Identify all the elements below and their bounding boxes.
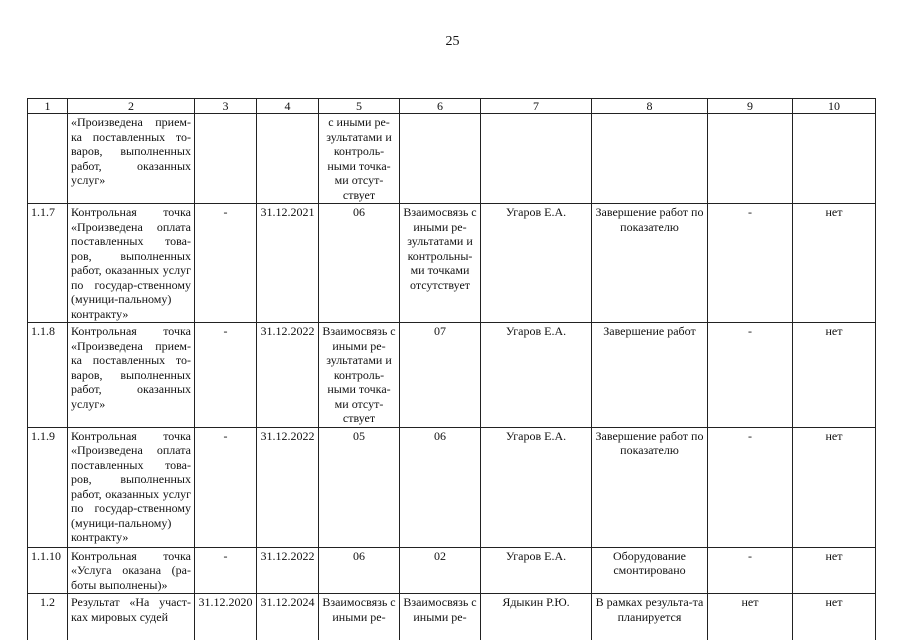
cell-col7: Угаров Е.А.	[481, 547, 592, 594]
cell-col6: Взаимосвязь с иными ре-зультатами и контрольны-ми точками отсутствует	[400, 204, 481, 323]
cell-col4: 31.12.2021	[257, 204, 319, 323]
cell-col6: 02	[400, 547, 481, 594]
cell-col4	[257, 114, 319, 204]
cell-col6: 07	[400, 323, 481, 428]
cell-col9	[708, 114, 793, 204]
row-number: 1.1.9	[28, 427, 68, 547]
cell-col6: 06	[400, 427, 481, 547]
header-cell: 3	[195, 99, 257, 114]
cell-col5: 06	[319, 547, 400, 594]
cell-col8: Завершение работ по показателю	[592, 427, 708, 547]
row-name: Контрольная точка «Произведена оплата поставленных това-ров, выполненных работ, оказанных услуг по государ-ственному (муници-пальному) контракту»	[68, 427, 195, 547]
header-cell: 4	[257, 99, 319, 114]
cell-col4: 31.12.2022	[257, 427, 319, 547]
header-cell: 7	[481, 99, 592, 114]
cell-col8: В рамках результа-та планируется	[592, 594, 708, 640]
cell-col4: 31.12.2022	[257, 323, 319, 428]
cell-col7: Угаров Е.А.	[481, 427, 592, 547]
row-name: Контрольная точка «Услуга оказана (ра-боты выполнены)»	[68, 547, 195, 594]
row-name: «Произведена прием-ка поставленных то-варов, выполненных работ, оказанных услуг»	[68, 114, 195, 204]
cell-col3	[195, 114, 257, 204]
row-number: 1.1.10	[28, 547, 68, 594]
table-row	[28, 594, 876, 640]
control-points-table-container	[27, 98, 877, 640]
row-number: 1.1.8	[28, 323, 68, 428]
page-number: 25	[445, 34, 460, 49]
table-row	[28, 323, 876, 428]
cell-col9: -	[708, 323, 793, 428]
cell-col7: Ядыкин Р.Ю.	[481, 594, 592, 640]
header-cell: 2	[68, 99, 195, 114]
cell-col5: Взаимосвязь с иными ре-	[319, 594, 400, 640]
cell-col8	[592, 114, 708, 204]
cell-col8: Завершение работ по показателю	[592, 204, 708, 323]
cell-col10: нет	[793, 427, 876, 547]
table-row	[28, 547, 876, 594]
cell-col5: 06	[319, 204, 400, 323]
row-number: 1.2	[28, 594, 68, 640]
cell-col4: 31.12.2024	[257, 594, 319, 640]
row-name: Контрольная точка «Произведена прием-ка поставленных то-варов, выполненных работ, оказанных услуг»	[68, 323, 195, 428]
header-cell: 10	[793, 99, 876, 114]
cell-col10: нет	[793, 594, 876, 640]
cell-col9: -	[708, 427, 793, 547]
cell-col7	[481, 114, 592, 204]
row-name: Результат «На участ-ках мировых судей	[68, 594, 195, 640]
table-row	[28, 204, 876, 323]
cell-col6	[400, 114, 481, 204]
cell-col6: Взаимосвязь с иными ре-	[400, 594, 481, 640]
cell-col5: 05	[319, 427, 400, 547]
header-cell: 8	[592, 99, 708, 114]
cell-col10: нет	[793, 323, 876, 428]
cell-col9: нет	[708, 594, 793, 640]
table-row	[28, 427, 876, 547]
cell-col3: -	[195, 323, 257, 428]
header-cell: 5	[319, 99, 400, 114]
cell-col9: -	[708, 204, 793, 323]
cell-col5: Взаимосвязь с иными ре-зультатами и контроль-ными точка-ми отсут-ствует	[319, 323, 400, 428]
cell-col4: 31.12.2022	[257, 547, 319, 594]
row-number: 1.1.7	[28, 204, 68, 323]
cell-col10	[793, 114, 876, 204]
row-number	[28, 114, 68, 204]
cell-col3: 31.12.2020	[195, 594, 257, 640]
header-cell: 6	[400, 99, 481, 114]
cell-col7: Угаров Е.А.	[481, 204, 592, 323]
cell-col7: Угаров Е.А.	[481, 323, 592, 428]
cell-col9: -	[708, 547, 793, 594]
cell-col8: Завершение работ	[592, 323, 708, 428]
header-row	[28, 99, 876, 114]
header-cell: 9	[708, 99, 793, 114]
header-cell: 1	[28, 99, 68, 114]
cell-col10: нет	[793, 547, 876, 594]
cell-col5: с иными ре-зультатами и контроль-ными точка-ми отсут-ствует	[319, 114, 400, 204]
table-row	[28, 114, 876, 204]
cell-col3: -	[195, 427, 257, 547]
cell-col10: нет	[793, 204, 876, 323]
cell-col3: -	[195, 547, 257, 594]
control-points-table	[27, 98, 876, 640]
cell-col3: -	[195, 204, 257, 323]
row-name: Контрольная точка «Произведена оплата поставленных това-ров, выполненных работ, оказанных услуг по государ-ственному (муници-пальному) контракту»	[68, 204, 195, 323]
cell-col8: Оборудование смонтировано	[592, 547, 708, 594]
